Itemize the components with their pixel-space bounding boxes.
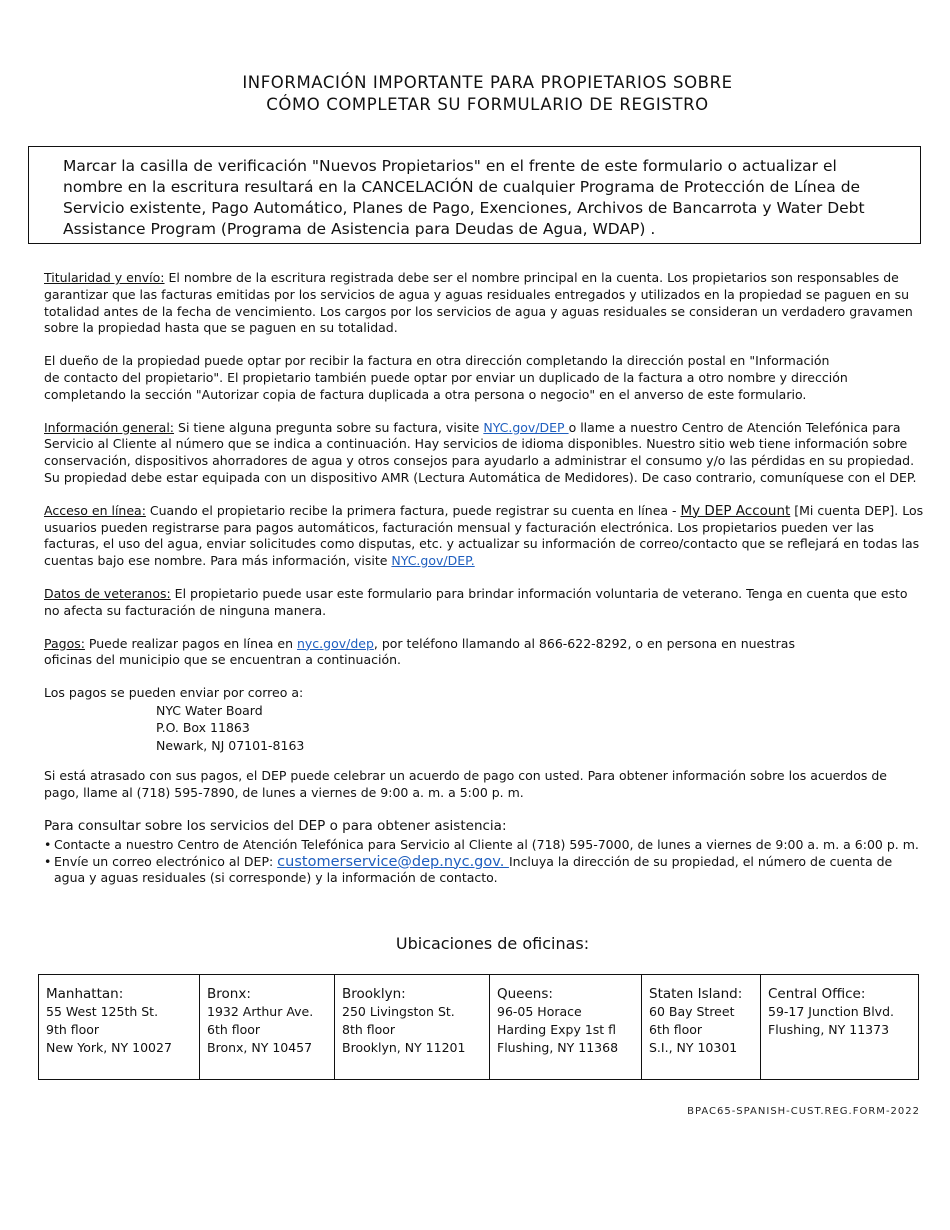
document-body	[44, 270, 924, 887]
notice-box	[28, 146, 921, 244]
general-info-heading: Información general:	[44, 419, 175, 435]
office-line1: 55 West 125th St.	[46, 1004, 159, 1019]
payments-paragraph	[44, 636, 924, 670]
payments-text-line2: oficinas del municipio que se encuentran a continuación.	[44, 652, 402, 668]
help-heading: Para consultar sobre los servicios del DEP o para obtener asistencia:	[44, 818, 507, 835]
mail-line1: NYC Water Board	[156, 702, 263, 718]
office-line1: 250 Livingston St.	[342, 1004, 455, 1019]
veterans-heading: Datos de veteranos:	[44, 585, 171, 601]
office-name: Manhattan:	[46, 986, 124, 1002]
office-name: Central Office:	[768, 986, 866, 1002]
online-access-text-before: Cuando el propietario recibe la primera factura, puede registrar su cuenta en línea -	[145, 502, 681, 518]
offices-table	[38, 974, 919, 1080]
office-line1: 60 Bay Street	[649, 1004, 735, 1019]
title-line-1: INFORMACIÓN IMPORTANTE PARA PROPIETARIOS SOBRE	[242, 73, 733, 92]
billing-address-paragraph	[44, 353, 924, 403]
office-line3: Bronx, NY 10457	[207, 1040, 313, 1055]
office-line2: Harding Expy 1st fl	[497, 1022, 617, 1037]
office-name: Bronx:	[207, 986, 251, 1002]
billing-address-line2: de contacto del propietario". El propietario también puede optar por enviar un duplicado de la factura a otro nombre y dirección completando la sección "Autorizar copia de factura duplicada a otra persona o negocio" en el anverso de este formulario.	[44, 369, 848, 402]
nyc-gov-dep-payments-link[interactable]: nyc.gov/dep	[296, 635, 374, 651]
general-info-paragraph	[44, 420, 924, 487]
office-line2: 6th floor	[207, 1022, 261, 1037]
help-item-email	[44, 854, 924, 888]
online-access-paragraph	[44, 503, 924, 570]
office-cell-manhattan	[39, 975, 200, 1080]
general-info-text-after: o llame a nuestro Centro de Atención Telefónica para Servicio al Cliente al número que se indica a continuación. Hay servicios de idioma disponibles. Nuestro sitio web tiene información sobre conservación, dispositivos ahorradores de agua y otros consejos para ayudarlo a administrar el consumo y/o las pérdidas en su propiedad. Su propiedad debe estar equipada con un dispositivo AMR (Lectura Automática de Medidores). De caso contrario, comuníquese con el DEP.	[44, 419, 917, 485]
ownership-text: El nombre de la escritura registrada debe ser el nombre principal en la cuenta. Los propietarios son responsables de garantizar que las facturas emitidas por los servicios de agua y aguas residuales entregados y utilizados en la propiedad se paguen en su totalidad antes de la fecha de vencimiento. Los cargos por los servicios de agua y aguas residuales se consideran un verdadero gravamen sobre la propiedad hasta que se paguen en su totalidad.	[44, 270, 913, 336]
office-line2: Flushing, NY 11373	[768, 1022, 890, 1037]
payments-text-after: , por teléfono llamando al 866-622-8292, o en persona en nuestras	[373, 635, 795, 651]
mail-line3: Newark, NJ 07101-8163	[156, 737, 305, 753]
office-line3: New York, NY 10027	[46, 1040, 172, 1055]
mail-intro: Los pagos se pueden enviar por correo a:	[44, 685, 304, 701]
payments-text-before: Puede realizar pagos en línea en	[84, 635, 297, 651]
office-cell-central-office	[761, 975, 919, 1080]
help-email-text-after: Incluya la dirección de su propiedad, el número de cuenta de agua y aguas residuales (si corresponde) y la información de contacto.	[54, 853, 893, 886]
payments-heading: Pagos:	[44, 635, 85, 651]
general-info-text-before: Si tiene alguna pregunta sobre su factura, visite	[174, 419, 484, 435]
online-access-text-middle: [Mi cuenta DEP]. Los usuarios pueden registrarse para pagos automáticos, facturación mensual y facturación electrónica. Los propietarios pueden ver las facturas, el uso del agua, enviar solicitudes como disputas, etc. y actualizar su información de correo/contacto que se reflejará en todas las cuentas bajo ese nombre. Para más información, visite	[44, 502, 924, 569]
office-cell-staten-island	[642, 975, 761, 1080]
office-name: Queens:	[497, 986, 553, 1002]
office-cell-brooklyn	[335, 975, 490, 1080]
office-line1: 96-05 Horace	[497, 1004, 582, 1019]
help-list	[44, 837, 924, 887]
office-line1: 59-17 Junction Blvd.	[768, 1004, 894, 1019]
office-line2: 6th floor	[649, 1022, 703, 1037]
office-name: Brooklyn:	[342, 986, 406, 1002]
office-line2: 9th floor	[46, 1022, 100, 1037]
help-email-text-before: Envíe un correo electrónico al DEP:	[54, 853, 278, 869]
office-line3: Brooklyn, NY 11201	[342, 1040, 466, 1055]
form-code: BPAC65-SPANISH-CUST.REG.FORM-2022	[687, 1106, 920, 1117]
mail-address	[156, 702, 924, 755]
veterans-text: El propietario puede usar este formulario para brindar información voluntaria de veterano. Tenga en cuenta que esto no afecta su facturación de ninguna manera.	[44, 585, 908, 618]
veterans-paragraph	[44, 586, 924, 620]
ownership-paragraph	[44, 270, 924, 337]
ownership-heading: Titularidad y envío:	[44, 270, 165, 285]
nyc-dep-link[interactable]: NYC.gov/DEP	[483, 419, 569, 435]
office-name: Staten Island:	[649, 986, 743, 1002]
customer-service-email-link[interactable]: customerservice@dep.nyc.gov.	[277, 853, 509, 870]
help-item-phone: • Contacte a nuestro Centro de Atención Telefónica para Servicio al Cliente al (718) 595-7000, de lunes a viernes de 9:00 a. m. a 6:00 p. m.	[44, 837, 924, 854]
office-line2: 8th floor	[342, 1022, 396, 1037]
office-line3: S.I., NY 10301	[649, 1040, 738, 1055]
notice-text: Marcar la casilla de verificación "Nuevos Propietarios" en el frente de este formulario o actualizar el nombre en la escritura resultará en la CANCELACIÓN de cualquier Programa de Protección de Línea de Servicio existente, Pago Automático, Planes de Pago, Exenciones, Archivos de Bancarrota y Water Debt Assistance Program (Programa de Asistencia para Deudas de Agua, WDAP) .	[63, 157, 865, 238]
mail-line2: P.O. Box 11863	[156, 720, 250, 736]
office-cell-bronx	[200, 975, 335, 1080]
office-line3: Flushing, NY 11368	[497, 1040, 619, 1055]
billing-address-line1: El dueño de la propiedad puede optar por recibir la factura en otra dirección completando la dirección postal en "Información	[44, 353, 830, 369]
my-dep-account-label: My DEP Account	[680, 502, 791, 519]
nyc-dep-link-2[interactable]: NYC.gov/DEP.	[391, 553, 475, 569]
offices-title: Ubicaciones de oficinas:	[395, 934, 590, 953]
late-payments-paragraph: Si está atrasado con sus pagos, el DEP puede celebrar un acuerdo de pago con usted. Para obtener información sobre los acuerdos de pago, llame al (718) 595-7890, de lunes a viernes de 9:00 a. m. a 5:00 p. m.	[44, 768, 887, 801]
office-line1: 1932 Arthur Ave.	[207, 1004, 314, 1019]
offices-row	[39, 975, 919, 1080]
online-access-heading: Acceso en línea:	[44, 502, 146, 518]
title-line-2: CÓMO COMPLETAR SU FORMULARIO DE REGISTRO	[266, 95, 709, 114]
office-cell-queens	[490, 975, 642, 1080]
page-title	[0, 72, 950, 116]
